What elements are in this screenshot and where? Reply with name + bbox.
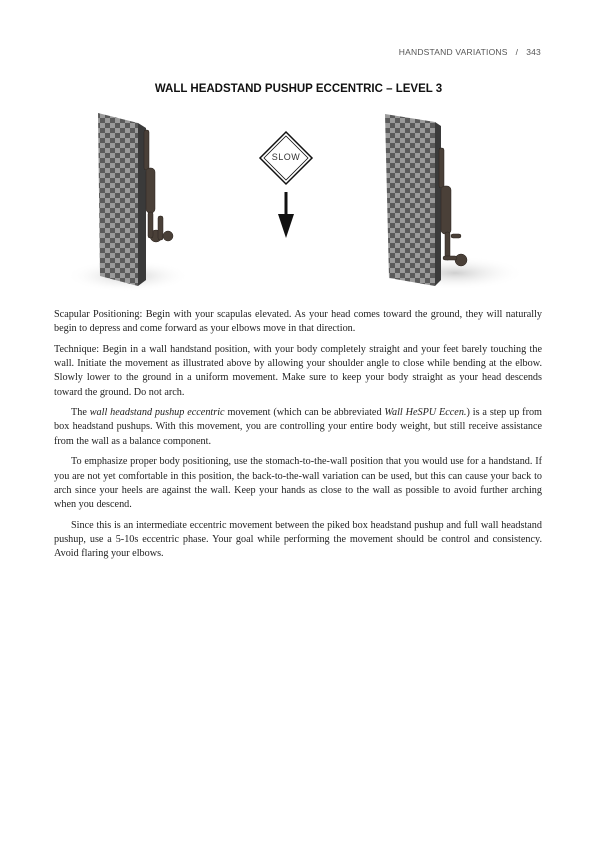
header-separator: / — [515, 47, 519, 57]
down-arrow-icon — [278, 192, 294, 238]
p3-text-b: movement (which can be abbreviated — [224, 407, 385, 419]
sign-label: SLOW — [271, 152, 301, 162]
start-position-photo — [50, 108, 190, 293]
running-head — [399, 47, 541, 57]
end-position-photo — [365, 108, 525, 293]
page-title: WALL HEADSTAND PUSHUP ECCENTRIC – LEVEL 3 — [154, 83, 443, 95]
paragraph-eccentric-phase: Since this is an intermediate eccentric movement between the piked box headstand pushup and full wall headstand pushup, use a 5-10s eccentric phase. Your goal while performing the movement should be control and consistency. Avoid flaring your elbows. — [54, 519, 542, 560]
exercise-name-italic: wall headstand pushup eccentric — [89, 407, 225, 419]
section-name: HANDSTAND VARIATIONS — [398, 47, 508, 57]
abbreviation-italic: Wall HeSPU Eccen. — [384, 407, 467, 419]
exercise-figure — [50, 108, 547, 298]
paragraph-positioning: To emphasize proper body positioning, use the stomach-to-the-wall position that you would use for a handstand. If you are not yet comfortable in this position, the back-to-the-wall variation can be used, but this can cause your back to arch since your heels are against the wall. Keep your hands as close to the wall as possible to avoid further arching when you descend. — [54, 456, 542, 510]
p3-text-c: ) is a step up from box headstand pushups. With this movement, you are controlling your entire body weight, but still receive assistance from the wall as a balance component. — [54, 407, 542, 447]
page-number: 343 — [526, 47, 541, 57]
slow-sign — [256, 130, 316, 240]
p3-text-a: The — [71, 407, 90, 419]
paragraph-technique: Technique: Begin in a wall handstand position, with your body completely straight and your feet barely touching the wall. Initiate the movement as illustrated above by allowing your shoulder angle to close while bending at the elbow. Slowly lower to the ground in a uniform movement. Make sure to keep your body straight as your head descends toward the ground. Do not arch. — [54, 343, 542, 398]
paragraph-scapular-positioning: Scapular Positioning: Begin with your scapulas elevated. As your head comes toward the ground, they will naturally begin to depress and come forward as your elbows move in that direction. — [54, 309, 542, 335]
body-text — [54, 308, 542, 568]
paragraph-intro — [54, 406, 542, 449]
